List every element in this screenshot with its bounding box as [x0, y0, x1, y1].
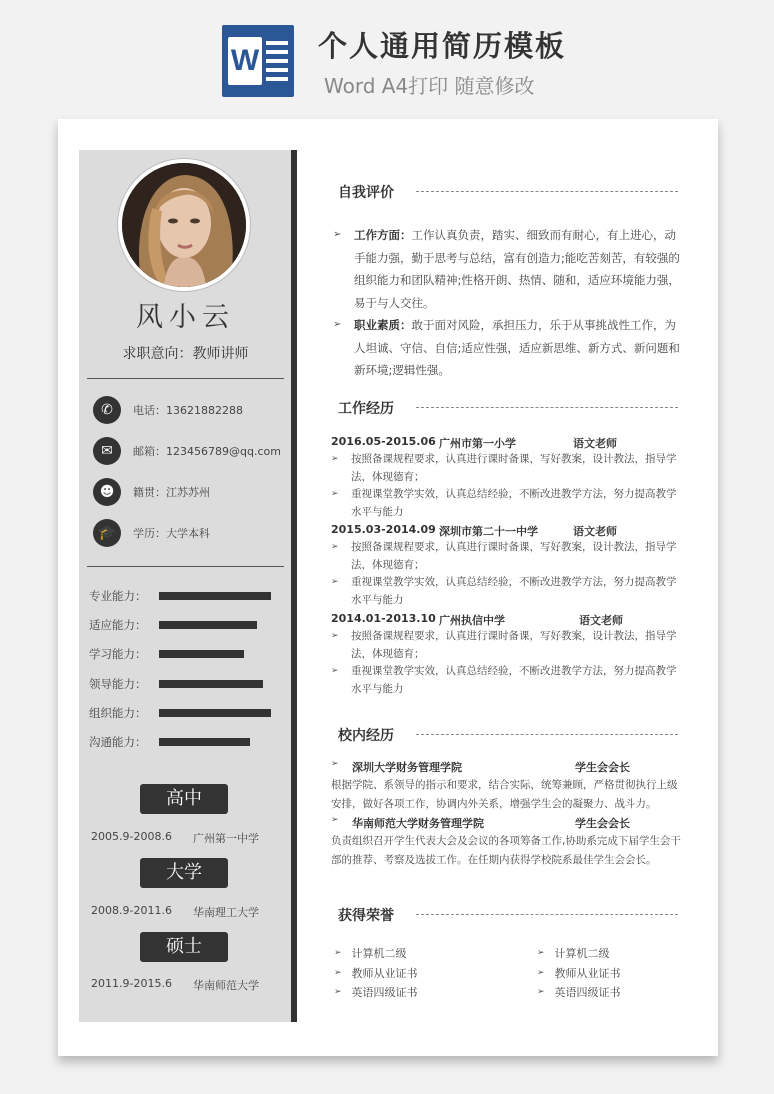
skill-level-bar	[159, 650, 244, 658]
eval-item	[333, 224, 683, 314]
page-title: 个人通用简历模板	[318, 29, 567, 63]
arrow-bullet-icon: ➢	[331, 631, 339, 641]
honor-item	[334, 965, 418, 981]
honor-item	[334, 945, 407, 961]
phone-icon: ✆	[93, 396, 121, 424]
eval-text: 敢于面对风险，承担压力，乐于从事挑战性工作，为人坦诚、守信、自信;适应性强，适应新思维、新方式、新问题和新环境;逻辑性强。	[354, 318, 680, 377]
divider	[87, 566, 284, 567]
job-item	[331, 451, 681, 486]
job-item	[331, 663, 681, 698]
job-item-text: 按照备课规程要求，认真进行课时备课，写好教案，设计教法，指导学法，体现德育；	[351, 541, 677, 571]
arrow-bullet-icon: ➢	[334, 987, 342, 997]
skill-label: 学习能力：	[89, 647, 147, 662]
section-title-work: 工作经历	[338, 401, 394, 417]
skill-label: 沟通能力：	[89, 735, 147, 749]
edu-school: 华南理工大学	[193, 906, 259, 919]
job-item-text: 重视课堂教学实效，认真总结经验，不断改进教学方法，努力提高教学水平与能力	[351, 576, 677, 606]
honor-item	[537, 984, 621, 1000]
honor-text: 计算机二级	[351, 947, 407, 960]
arrow-bullet-icon: ➢	[537, 948, 545, 958]
job-item-text: 重视课堂教学实效，认真总结经验，不断改进教学方法，努力提高教学水平与能力	[351, 488, 677, 518]
job-period: 2014.01-2013.10	[331, 612, 436, 625]
job-intent: 求职意向：教师讲师	[122, 346, 249, 362]
eval-key: 职业素质：	[354, 318, 412, 332]
honor-text: 英语四级证书	[554, 986, 621, 999]
section-title-honors: 获得荣誉	[338, 908, 394, 924]
contact-degree	[93, 519, 210, 547]
skill-row	[89, 706, 271, 720]
sidebar	[79, 150, 292, 1022]
arrow-bullet-icon: ➢	[331, 815, 339, 825]
campus-org: 华南师范大学财务管理学院	[352, 817, 484, 830]
eval-item	[333, 314, 683, 382]
edu-badge-master: 硕士	[140, 932, 228, 962]
sidebar-divider-bar	[291, 150, 297, 1022]
page-header	[0, 0, 774, 110]
contact-text: 邮箱：123456789@qq.com	[133, 445, 281, 458]
edu-line	[91, 904, 286, 917]
edu-period: 2011.9-2015.6	[91, 977, 172, 990]
contact-email	[93, 437, 281, 465]
job-item-text: 按照备课规程要求，认真进行课时备课，写好教案，设计教法，指导学法，体现德育；	[351, 630, 677, 660]
edu-school: 华南师范大学	[193, 979, 259, 992]
job-period: 2016.05-2015.06	[331, 435, 436, 448]
edu-line	[91, 977, 286, 990]
section-dash	[416, 914, 678, 915]
edu-school: 广州第一中学	[193, 832, 259, 845]
campus-org: 深圳大学财务管理学院	[352, 761, 462, 774]
honor-text: 英语四级证书	[351, 986, 418, 999]
edu-period: 2005.9-2008.6	[91, 830, 172, 843]
arrow-bullet-icon: ➢	[331, 489, 339, 499]
job-role: 语文老师	[579, 614, 623, 627]
avatar	[118, 159, 250, 291]
edu-badge-highschool: 高中	[140, 784, 228, 814]
job-item	[331, 539, 681, 574]
job-org: 广州市第一小学	[439, 437, 516, 450]
campus-head	[331, 815, 681, 831]
honor-text: 教师从业证书	[554, 967, 621, 980]
campus-role: 学生会会长	[575, 817, 630, 830]
contact-hometown	[93, 478, 210, 506]
job-item-text: 按照备课规程要求，认真进行课时备课，写好教案，设计教法，指导学法，体现德育；	[351, 453, 677, 483]
arrow-bullet-icon: ➢	[537, 987, 545, 997]
skill-row	[89, 618, 257, 632]
campus-desc: 根据学院、系领导的指示和要求，结合实际，统筹兼顾，严格贯彻执行上级安排，做好各项工作，协调内外关系，增强学生会的凝聚力、战斗力。	[331, 779, 678, 810]
contact-text: 籍贯：江苏苏州	[133, 486, 210, 499]
skill-row	[89, 647, 244, 661]
section-dash	[416, 734, 678, 735]
section-title-campus: 校内经历	[338, 728, 394, 744]
job-org: 深圳市第二十一中学	[439, 525, 538, 538]
page-subtitle: Word A4打印 随意修改	[324, 74, 535, 98]
word-letter: W	[228, 37, 262, 85]
job-period: 2015.03-2014.09	[331, 523, 436, 536]
job-item	[331, 574, 681, 609]
skill-level-bar	[159, 621, 257, 629]
edu-line	[91, 830, 286, 843]
arrow-bullet-icon: ➢	[334, 948, 342, 958]
job-role: 语文老师	[573, 525, 617, 538]
section-title-self-eval: 自我评价	[338, 185, 394, 201]
skill-level-bar	[159, 709, 271, 717]
eval-key: 工作方面：	[354, 228, 412, 242]
job-head	[331, 612, 681, 628]
arrow-bullet-icon: ➢	[331, 666, 339, 676]
campus-head	[331, 759, 681, 775]
honor-item	[537, 945, 610, 961]
honor-item	[334, 984, 418, 1000]
arrow-bullet-icon: ➢	[331, 542, 339, 552]
honor-text: 计算机二级	[554, 947, 610, 960]
contact-text: 学历：大学本科	[133, 527, 210, 540]
resume-page	[58, 119, 718, 1056]
job-head	[331, 435, 681, 451]
skill-label: 专业能力：	[89, 589, 147, 603]
job-head	[331, 523, 681, 539]
arrow-bullet-icon: ➢	[537, 968, 545, 978]
divider	[87, 378, 284, 379]
person-icon: ☻	[93, 478, 121, 506]
word-icon	[222, 25, 294, 97]
contact-phone	[93, 396, 243, 424]
skill-row	[89, 735, 250, 749]
campus-role: 学生会会长	[575, 761, 630, 774]
edu-period: 2008.9-2011.6	[91, 904, 172, 917]
candidate-name: 风小云	[136, 302, 235, 333]
mail-icon: ✉	[93, 437, 121, 465]
job-org: 广州执信中学	[439, 614, 505, 627]
job-item	[331, 486, 681, 521]
campus-desc: 负责组织召开学生代表大会及会议的各项筹备工作,协助系完成下届学生会干部的推荐、考察及选拔工作。在任期内获得学校院系最佳学生会会长。	[331, 835, 681, 866]
skill-level-bar	[159, 738, 250, 746]
skill-label: 领导能力：	[89, 676, 147, 691]
arrow-bullet-icon: ➢	[331, 454, 339, 464]
skill-label: 适应能力：	[89, 618, 147, 633]
honor-text: 教师从业证书	[351, 967, 418, 980]
job-role: 语文老师	[573, 437, 617, 450]
arrow-bullet-icon: ➢	[331, 577, 339, 587]
honor-item	[537, 965, 621, 981]
job-item-text: 重视课堂教学实效，认真总结经验，不断改进教学方法，努力提高教学水平与能力	[351, 665, 677, 695]
skill-level-bar	[159, 592, 271, 600]
arrow-bullet-icon: ➢	[334, 968, 342, 978]
arrow-bullet-icon: ➢	[331, 759, 339, 769]
arrow-bullet-icon: ➢	[333, 319, 342, 330]
skill-level-bar	[159, 680, 263, 688]
skill-row	[89, 589, 271, 603]
eval-text: 工作认真负责，踏实、细致而有耐心，有上进心，动手能力强，勤于思考与总结，富有创造力;能吃苦刻苦，有较强的组织能力和团队精神;性格开朗、热情、随和，适应环境能力强，易于与人交往。	[354, 228, 680, 310]
job-item	[331, 628, 681, 663]
section-dash	[416, 191, 678, 192]
graduation-cap-icon: 🎓	[93, 519, 121, 547]
contact-text: 电话：13621882288	[133, 404, 243, 417]
skill-row	[89, 677, 263, 691]
edu-badge-university: 大学	[140, 858, 228, 888]
arrow-bullet-icon: ➢	[333, 229, 342, 240]
section-dash	[416, 407, 678, 408]
skill-label: 组织能力：	[89, 705, 147, 720]
